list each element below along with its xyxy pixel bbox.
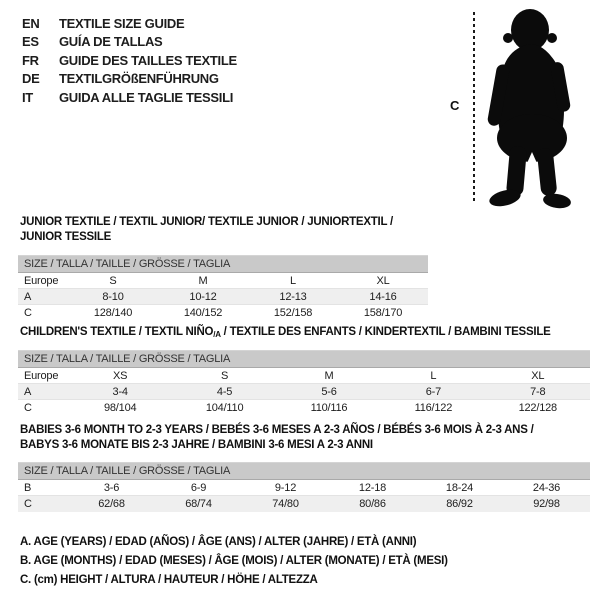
lang-code: IT	[22, 89, 33, 105]
cell: 80/86	[359, 497, 386, 510]
title-part: / TEXTILE DES ENFANTS / KINDERTEXTIL / BAMBINI TESSILE	[220, 326, 551, 338]
cell: M	[324, 369, 334, 382]
children-size-table	[18, 350, 590, 416]
cell: 158/170	[363, 306, 403, 319]
lang-label: GUIDE DES TAILLES TEXTILE	[59, 52, 237, 68]
section-title	[18, 325, 590, 342]
lang-label: GUIDA ALLE TAGLIE TESSILI	[59, 89, 234, 105]
cell: L	[430, 369, 437, 382]
row-label: A	[24, 385, 32, 398]
cell: 140/152	[183, 306, 223, 319]
lang-code: FR	[22, 52, 39, 68]
cell: XL	[376, 274, 390, 287]
row-label: C	[24, 306, 32, 319]
section-title	[18, 423, 590, 453]
cell: 104/110	[205, 401, 244, 414]
cell: XS	[113, 369, 128, 382]
table-row-height	[18, 305, 428, 321]
lang-row-it	[22, 88, 237, 107]
cell: 3-4	[112, 385, 128, 398]
cell: 7-8	[530, 385, 546, 398]
table-row-height	[18, 400, 590, 416]
cell: 128/140	[93, 306, 133, 319]
row-label: Europe	[24, 369, 59, 382]
table-row-europe	[18, 368, 590, 384]
lang-label: TEXTILGRÖßENFÜHRUNG	[59, 71, 219, 87]
cell: 10-12	[189, 290, 217, 303]
lang-label: TEXTILE SIZE GUIDE	[59, 15, 185, 31]
row-label: A	[24, 290, 32, 303]
cell: 8-10	[102, 290, 124, 303]
table-row-height	[18, 496, 590, 512]
cell: 152/158	[273, 306, 313, 319]
cell: 74/80	[272, 497, 299, 510]
table-row-europe	[18, 273, 428, 289]
footnote-height: C. (cm) HEIGHT / ALTURA / HAUTEUR / HÖHE / ALTEZZA	[20, 574, 318, 586]
cell: 12-18	[358, 481, 387, 494]
cell: 24-36	[532, 481, 561, 494]
lang-label: GUÍA DE TALLAS	[59, 34, 163, 50]
cell: 6-9	[190, 481, 207, 494]
size-header-bar: SIZE / TALLA / TAILLE / GRÖSSE / TAGLIA	[18, 463, 590, 480]
title-line-1: BABIES 3-6 MONTH TO 2-3 YEARS / BEBÉS 3-6 MESES A 2-3 AÑOS / BÉBÉS 3-6 MOIS À 2-3 ANS /	[20, 424, 534, 436]
lang-row-fr	[22, 51, 237, 70]
footnote-age-months: B. AGE (MONTHS) / EDAD (MESES) / ÂGE (MOIS) / ALTER (MONATE) / ETÀ (MESI)	[20, 555, 448, 567]
footnote-age-years: A. AGE (YEARS) / EDAD (AÑOS) / ÂGE (ANS) / ALTER (JAHRE) / ETÀ (ANNI)	[20, 536, 417, 548]
row-label: B	[24, 481, 32, 494]
lang-code: ES	[22, 34, 39, 50]
cell: 18-24	[445, 481, 474, 494]
row-label: C	[24, 497, 32, 510]
size-header-bar: SIZE / TALLA / TAILLE / GRÖSSE / TAGLIA	[18, 256, 428, 273]
table-row-months	[18, 480, 590, 496]
cell: 5-6	[321, 385, 337, 398]
cell: 12-13	[279, 290, 307, 303]
lang-code: EN	[22, 15, 40, 31]
section-childrens-textile	[18, 325, 590, 416]
table-row-age	[18, 289, 428, 305]
cell: S	[221, 369, 229, 382]
title-subscript: /A	[213, 330, 221, 339]
row-label: Europe	[24, 274, 59, 287]
junior-size-table	[18, 255, 428, 321]
cell: 68/74	[185, 497, 212, 510]
section-junior-textile	[18, 215, 428, 321]
cell: 4-5	[216, 385, 233, 398]
lang-code: DE	[22, 71, 40, 87]
cell: 122/128	[518, 401, 557, 414]
section-title: JUNIOR TEXTILE / TEXTIL JUNIOR/ TEXTILE JUNIOR / JUNIORTEXTIL / JUNIOR TESSILE	[20, 216, 393, 243]
lang-row-es	[22, 33, 237, 52]
cell: XL	[531, 369, 545, 382]
row-label: C	[24, 401, 32, 414]
cell: 110/116	[310, 401, 348, 414]
size-header-bar: SIZE / TALLA / TAILLE / GRÖSSE / TAGLIA	[18, 351, 590, 368]
cell: M	[198, 274, 208, 287]
lang-row-de	[22, 70, 237, 89]
language-header	[22, 14, 237, 107]
title-line-2: BABYS 3-6 MONATE BIS 2-3 JAHRE / BAMBINI 3-6 MESI A 2-3 ANNI	[20, 439, 373, 451]
cell: 14-16	[369, 290, 397, 303]
height-measure-label: C	[450, 98, 460, 113]
section-babies-textile	[18, 423, 590, 512]
cell: 92/98	[533, 497, 560, 510]
cell: S	[109, 274, 117, 287]
cell: 6-7	[425, 385, 442, 398]
dashed-measure-line	[473, 12, 475, 204]
cell: 9-12	[274, 481, 297, 494]
babies-size-table	[18, 462, 590, 512]
cell: 62/68	[98, 497, 125, 510]
title-part: CHILDREN'S TEXTILE / TEXTIL NIÑO	[20, 326, 214, 338]
table-row-age	[18, 384, 590, 400]
cell: 86/92	[446, 497, 473, 510]
legend-footnotes	[20, 533, 448, 590]
height-figure	[440, 0, 600, 220]
lang-row-en	[22, 14, 237, 33]
baby-silhouette-icon	[478, 6, 596, 212]
cell: L	[290, 274, 296, 287]
cell: 3-6	[103, 481, 120, 494]
cell: 116/122	[414, 401, 453, 414]
cell: 98/104	[103, 401, 137, 414]
